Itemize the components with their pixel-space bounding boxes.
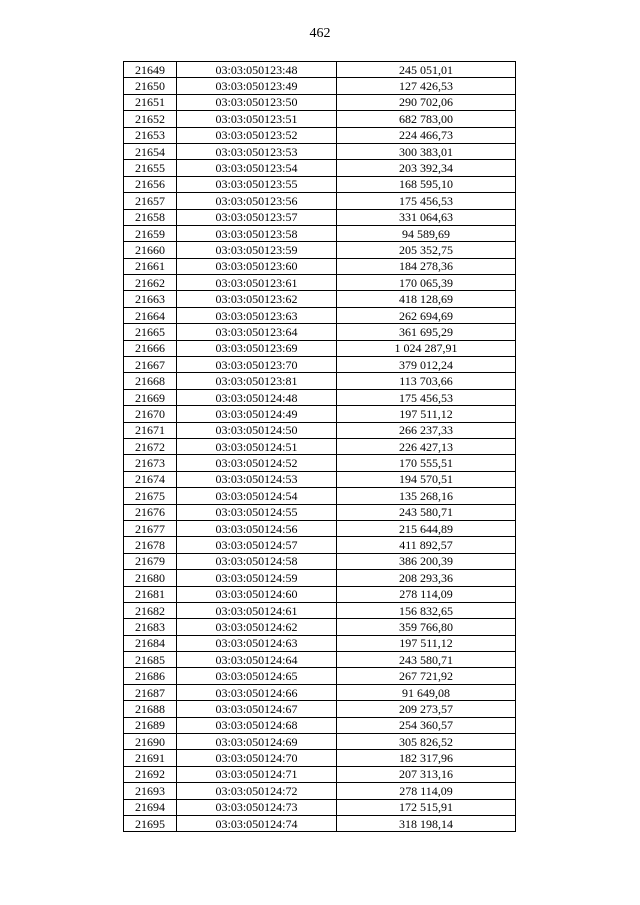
- cadastral-number-cell: 03:03:050123:81: [177, 373, 337, 389]
- value-cell: 243 580,71: [337, 652, 516, 668]
- cadastral-number-cell: 03:03:050124:58: [177, 553, 337, 569]
- row-number-cell: 21673: [124, 455, 177, 471]
- value-cell: 94 589,69: [337, 225, 516, 241]
- table-row: [124, 127, 516, 143]
- value-cell: 226 427,13: [337, 438, 516, 454]
- row-number-cell: 21677: [124, 520, 177, 536]
- table-row: [124, 143, 516, 159]
- cadastral-number-cell: 03:03:050123:49: [177, 78, 337, 94]
- row-number-cell: 21686: [124, 668, 177, 684]
- cadastral-number-cell: 03:03:050124:68: [177, 717, 337, 733]
- value-cell: 197 511,12: [337, 406, 516, 422]
- row-number-cell: 21684: [124, 635, 177, 651]
- cadastral-number-cell: 03:03:050124:48: [177, 389, 337, 405]
- table-row: [124, 111, 516, 127]
- table-row: [124, 324, 516, 340]
- cadastral-number-cell: 03:03:050124:55: [177, 504, 337, 520]
- value-cell: 168 595,10: [337, 176, 516, 192]
- cadastral-number-cell: 03:03:050123:69: [177, 340, 337, 356]
- table-row: [124, 340, 516, 356]
- row-number-cell: 21662: [124, 275, 177, 291]
- table-row: [124, 193, 516, 209]
- value-cell: 1 024 287,91: [337, 340, 516, 356]
- row-number-cell: 21678: [124, 537, 177, 553]
- cadastral-number-cell: 03:03:050123:55: [177, 176, 337, 192]
- cadastral-number-cell: 03:03:050124:62: [177, 619, 337, 635]
- row-number-cell: 21672: [124, 438, 177, 454]
- table-row: [124, 176, 516, 192]
- value-cell: 418 128,69: [337, 291, 516, 307]
- table-row: [124, 389, 516, 405]
- row-number-cell: 21664: [124, 307, 177, 323]
- value-cell: 170 555,51: [337, 455, 516, 471]
- cadastral-number-cell: 03:03:050123:57: [177, 209, 337, 225]
- row-number-cell: 21694: [124, 799, 177, 815]
- value-cell: 359 766,80: [337, 619, 516, 635]
- cadastral-number-cell: 03:03:050124:49: [177, 406, 337, 422]
- row-number-cell: 21689: [124, 717, 177, 733]
- table-row: [124, 586, 516, 602]
- value-cell: 300 383,01: [337, 143, 516, 159]
- value-cell: 411 892,57: [337, 537, 516, 553]
- value-cell: 208 293,36: [337, 570, 516, 586]
- value-cell: 682 783,00: [337, 111, 516, 127]
- cadastral-number-cell: 03:03:050123:50: [177, 94, 337, 110]
- row-number-cell: 21663: [124, 291, 177, 307]
- table-row: [124, 701, 516, 717]
- table-row: [124, 78, 516, 94]
- table-row: [124, 717, 516, 733]
- value-cell: 267 721,92: [337, 668, 516, 684]
- row-number-cell: 21669: [124, 389, 177, 405]
- row-number-cell: 21656: [124, 176, 177, 192]
- table-row: [124, 242, 516, 258]
- value-cell: 209 273,57: [337, 701, 516, 717]
- table-row: [124, 488, 516, 504]
- cadastral-number-cell: 03:03:050124:72: [177, 783, 337, 799]
- cadastral-number-cell: 03:03:050124:67: [177, 701, 337, 717]
- row-number-cell: 21674: [124, 471, 177, 487]
- value-cell: 194 570,51: [337, 471, 516, 487]
- row-number-cell: 21667: [124, 357, 177, 373]
- value-cell: 170 065,39: [337, 275, 516, 291]
- cadastral-value-table: [123, 61, 516, 832]
- table-row: [124, 734, 516, 750]
- value-cell: 266 237,33: [337, 422, 516, 438]
- row-number-cell: 21657: [124, 193, 177, 209]
- value-cell: 113 703,66: [337, 373, 516, 389]
- row-number-cell: 21652: [124, 111, 177, 127]
- table-row: [124, 258, 516, 274]
- value-cell: 262 694,69: [337, 307, 516, 323]
- value-cell: 305 826,52: [337, 734, 516, 750]
- row-number-cell: 21680: [124, 570, 177, 586]
- cadastral-number-cell: 03:03:050123:53: [177, 143, 337, 159]
- row-number-cell: 21695: [124, 815, 177, 831]
- value-cell: 290 702,06: [337, 94, 516, 110]
- value-cell: 254 360,57: [337, 717, 516, 733]
- value-cell: 243 580,71: [337, 504, 516, 520]
- cadastral-number-cell: 03:03:050124:64: [177, 652, 337, 668]
- table-row: [124, 619, 516, 635]
- row-number-cell: 21687: [124, 684, 177, 700]
- cadastral-number-cell: 03:03:050124:51: [177, 438, 337, 454]
- cadastral-number-cell: 03:03:050124:70: [177, 750, 337, 766]
- cadastral-number-cell: 03:03:050124:59: [177, 570, 337, 586]
- table-row: [124, 406, 516, 422]
- value-cell: 127 426,53: [337, 78, 516, 94]
- table-row: [124, 799, 516, 815]
- table-row: [124, 684, 516, 700]
- value-cell: 278 114,09: [337, 783, 516, 799]
- cadastral-number-cell: 03:03:050123:64: [177, 324, 337, 340]
- cadastral-number-cell: 03:03:050124:71: [177, 766, 337, 782]
- table-row: [124, 815, 516, 831]
- cadastral-number-cell: 03:03:050123:48: [177, 62, 337, 78]
- value-cell: 175 456,53: [337, 389, 516, 405]
- cadastral-number-cell: 03:03:050123:58: [177, 225, 337, 241]
- table-row: [124, 668, 516, 684]
- table-row: [124, 275, 516, 291]
- table-body: [124, 62, 516, 832]
- table-row: [124, 160, 516, 176]
- cadastral-number-cell: 03:03:050124:69: [177, 734, 337, 750]
- row-number-cell: 21661: [124, 258, 177, 274]
- table-row: [124, 209, 516, 225]
- row-number-cell: 21660: [124, 242, 177, 258]
- cadastral-number-cell: 03:03:050124:53: [177, 471, 337, 487]
- cadastral-number-cell: 03:03:050124:56: [177, 520, 337, 536]
- table-row: [124, 602, 516, 618]
- row-number-cell: 21685: [124, 652, 177, 668]
- row-number-cell: 21671: [124, 422, 177, 438]
- cadastral-number-cell: 03:03:050124:54: [177, 488, 337, 504]
- value-cell: 207 313,16: [337, 766, 516, 782]
- cadastral-number-cell: 03:03:050123:70: [177, 357, 337, 373]
- value-cell: 175 456,53: [337, 193, 516, 209]
- cadastral-number-cell: 03:03:050124:73: [177, 799, 337, 815]
- row-number-cell: 21665: [124, 324, 177, 340]
- value-cell: 182 317,96: [337, 750, 516, 766]
- cadastral-number-cell: 03:03:050123:62: [177, 291, 337, 307]
- cadastral-number-cell: 03:03:050124:63: [177, 635, 337, 651]
- table-row: [124, 471, 516, 487]
- value-cell: 203 392,34: [337, 160, 516, 176]
- row-number-cell: 21683: [124, 619, 177, 635]
- table-row: [124, 438, 516, 454]
- row-number-cell: 21691: [124, 750, 177, 766]
- table-row: [124, 537, 516, 553]
- table-row: [124, 357, 516, 373]
- table-row: [124, 307, 516, 323]
- row-number-cell: 21650: [124, 78, 177, 94]
- row-number-cell: 21690: [124, 734, 177, 750]
- table-row: [124, 553, 516, 569]
- row-number-cell: 21654: [124, 143, 177, 159]
- table-row: [124, 750, 516, 766]
- page-number: 462: [309, 26, 331, 41]
- cadastral-number-cell: 03:03:050123:60: [177, 258, 337, 274]
- row-number-cell: 21649: [124, 62, 177, 78]
- cadastral-number-cell: 03:03:050124:50: [177, 422, 337, 438]
- table-row: [124, 504, 516, 520]
- cadastral-number-cell: 03:03:050124:65: [177, 668, 337, 684]
- table-row: [124, 455, 516, 471]
- value-cell: 386 200,39: [337, 553, 516, 569]
- value-cell: 224 466,73: [337, 127, 516, 143]
- value-cell: 184 278,36: [337, 258, 516, 274]
- cadastral-number-cell: 03:03:050124:60: [177, 586, 337, 602]
- row-number-cell: 21658: [124, 209, 177, 225]
- row-number-cell: 21653: [124, 127, 177, 143]
- cadastral-number-cell: 03:03:050124:57: [177, 537, 337, 553]
- table-row: [124, 652, 516, 668]
- cadastral-number-cell: 03:03:050123:52: [177, 127, 337, 143]
- row-number-cell: 21651: [124, 94, 177, 110]
- value-cell: 318 198,14: [337, 815, 516, 831]
- value-cell: 135 268,16: [337, 488, 516, 504]
- cadastral-number-cell: 03:03:050123:63: [177, 307, 337, 323]
- table-row: [124, 225, 516, 241]
- table-row: [124, 783, 516, 799]
- table-row: [124, 422, 516, 438]
- row-number-cell: 21688: [124, 701, 177, 717]
- cadastral-number-cell: 03:03:050123:61: [177, 275, 337, 291]
- row-number-cell: 21693: [124, 783, 177, 799]
- value-cell: 205 352,75: [337, 242, 516, 258]
- table-row: [124, 570, 516, 586]
- table-row: [124, 373, 516, 389]
- row-number-cell: 21675: [124, 488, 177, 504]
- value-cell: 197 511,12: [337, 635, 516, 651]
- value-cell: 331 064,63: [337, 209, 516, 225]
- row-number-cell: 21692: [124, 766, 177, 782]
- row-number-cell: 21681: [124, 586, 177, 602]
- cadastral-number-cell: 03:03:050124:52: [177, 455, 337, 471]
- value-cell: 278 114,09: [337, 586, 516, 602]
- value-cell: 245 051,01: [337, 62, 516, 78]
- row-number-cell: 21682: [124, 602, 177, 618]
- value-cell: 379 012,24: [337, 357, 516, 373]
- value-cell: 156 832,65: [337, 602, 516, 618]
- cadastral-number-cell: 03:03:050124:74: [177, 815, 337, 831]
- row-number-cell: 21670: [124, 406, 177, 422]
- value-cell: 361 695,29: [337, 324, 516, 340]
- value-cell: 215 644,89: [337, 520, 516, 536]
- row-number-cell: 21666: [124, 340, 177, 356]
- value-cell: 172 515,91: [337, 799, 516, 815]
- row-number-cell: 21676: [124, 504, 177, 520]
- cadastral-number-cell: 03:03:050123:59: [177, 242, 337, 258]
- table-row: [124, 520, 516, 536]
- cadastral-number-cell: 03:03:050124:61: [177, 602, 337, 618]
- table-row: [124, 766, 516, 782]
- row-number-cell: 21655: [124, 160, 177, 176]
- table-row: [124, 635, 516, 651]
- row-number-cell: 21659: [124, 225, 177, 241]
- table-row: [124, 291, 516, 307]
- cadastral-number-cell: 03:03:050123:54: [177, 160, 337, 176]
- row-number-cell: 21679: [124, 553, 177, 569]
- cadastral-number-cell: 03:03:050123:56: [177, 193, 337, 209]
- row-number-cell: 21668: [124, 373, 177, 389]
- value-cell: 91 649,08: [337, 684, 516, 700]
- cadastral-number-cell: 03:03:050124:66: [177, 684, 337, 700]
- cadastral-number-cell: 03:03:050123:51: [177, 111, 337, 127]
- table-row: [124, 94, 516, 110]
- table-row: [124, 62, 516, 78]
